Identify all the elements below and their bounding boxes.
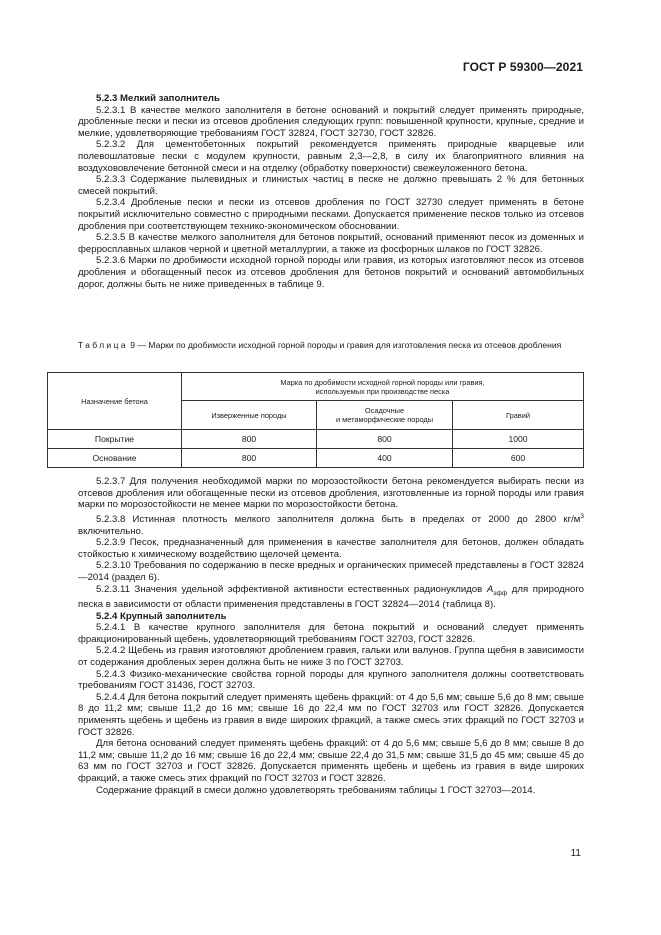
paragraph-text: для природного песка в зависимости от области применения представлены в ГОСТ 32824—2014 (таблица 8).: [78, 583, 584, 611]
superscript: 3: [580, 512, 584, 520]
paragraph: 5.2.3.6 Марки по дробимости исходной горной породы или гравия, из которых изготовляют песок из отсевов дробления и обогащенный песок из отсевов дробления для бетонов покрытий и оснований автомобильных дорог, должны быть не ниже приведенных в таблице 9.: [78, 255, 584, 290]
col-header-group-line1: Марка по дробимости исходной горной породы или гравия,: [280, 377, 485, 387]
paragraph-text: 5.2.3.11 Значения удельной эффективной активности естественных радионуклидов: [96, 583, 487, 595]
table-caption-text: 9 — Марки по дробимости исходной горной породы и гравия для изготовления песка из отсевов дробления: [130, 340, 562, 350]
paragraph: 5.2.3.7 Для получения необходимой марки по морозостойкости бетона рекомендуется выбирать пески из отсевов дробления или обогащенные пески из отсевов дробления, изготовленные из горной породы или гравия марки по морозостойкости не менее марки по морозостойкости бетона.: [78, 476, 584, 511]
paragraph: 5.2.3.5 В качестве мелкого заполнителя для бетонов покрытий, оснований применяют песок из доменных и ферросплавных шлаков черной и цветной металлургии, а также из фосфорных шлаков по ГОСТ 32826.: [78, 232, 584, 255]
col-header-group: [182, 373, 584, 401]
paragraph: Содержание фракций в смеси должно удовлетворять требованиям таблицы 1 ГОСТ 32703—2014.: [96, 784, 536, 796]
table-row: [48, 430, 584, 449]
col-header-sedimentary-line2: и метаморфические породы: [335, 415, 434, 424]
table-caption: [78, 340, 584, 351]
table-9: [47, 372, 584, 468]
paragraph: 5.2.4.2 Щебень из гравия изготовляют дроблением гравия, гальки или валунов. Группа щебня в зависимости от содержания дробленых зерен должна быть не ниже 3 по ГОСТ 32703.: [78, 645, 584, 668]
paragraph-text: 5.2.3.8 Истинная плотность мелкого заполнителя должна быть в пределах от 2000 до 2800 кг/м: [96, 513, 581, 525]
paragraph: 5.2.3.10 Требования по содержанию в песке вредных и органических примесей представлены в ГОСТ 32824—2014 (раздел 6).: [78, 560, 584, 583]
paragraph: 5.2.3.3 Содержание пылевидных и глинистых частиц в песке не должно превышать 2 % для бетонных смесей покрытий.: [78, 174, 584, 197]
cell-gravel: 1000: [453, 430, 584, 449]
cell-igneous: 800: [182, 430, 317, 449]
cell-sedimentary: 400: [317, 449, 453, 468]
cell-sedimentary: 800: [317, 430, 453, 449]
cell-igneous: 800: [182, 449, 317, 468]
paragraph: 5.2.4.3 Физико-механические свойства горной породы для крупного заполнителя должны соответствовать требованиям ГОСТ 31436, ГОСТ 32703.: [78, 668, 584, 692]
cell-purpose: Покрытие: [48, 430, 182, 449]
section-heading: 5.2.3 Мелкий заполнитель: [96, 93, 220, 104]
paragraph: [78, 584, 584, 611]
paragraph: 5.2.3.4 Дробленые пески и пески из отсевов дробления по ГОСТ 32730 следует применять в бетоне покрытий исключительно совместно с природными песками. Допускается применение песков только из отсевов дробления при соответствующем технико-экономическом обосновании.: [78, 197, 584, 232]
col-header-sedimentary-line1: Осадочные: [364, 406, 405, 415]
paragraph: 5.2.4.1 В качестве крупного заполнителя для бетона покрытий и оснований следует применять фракционированный щебень, удовлетворяющий требованиям ГОСТ 32703, ГОСТ 32826.: [78, 622, 584, 645]
section-5-2-3-continued: [78, 476, 584, 796]
col-header-gravel: Гравий: [453, 401, 584, 430]
col-header-group-line2: используемых при производстве песка: [315, 386, 450, 396]
paragraph: [78, 511, 584, 537]
table-caption-lead: Таблица: [78, 340, 128, 350]
document-code: ГОСТ Р 59300—2021: [462, 60, 583, 74]
paragraph: 5.2.3.1 В качестве мелкого заполнителя в бетоне оснований и покрытий следует применять природные, дробленные пески и пески из отсевов дробления следующих групп: повышенной крупности, крупные, средние и мелкие, удовлетворяющие требованиям ГОСТ 32824, ГОСТ 32730, ГОСТ 32826.: [78, 104, 584, 139]
col-header-purpose: Назначение бетона: [48, 373, 182, 430]
col-header-sedimentary: [317, 401, 453, 430]
paragraph: 5.2.4.4 Для бетона покрытий следует применять щебень фракций: от 4 до 5,6 мм; свыше 5,6 до 8 мм; свыше 8 до 11,2 мм; свыше 11,2 до 16 мм; свыше 16 до 22,4 мм по ГОСТ 32703 или ГОСТ 32826. Допускается применять щебень и щебень из гравия в виде широких фракций, а также смесь этих фракций по ГОСТ 32703 и ГОСТ 32826.: [78, 691, 584, 738]
symbol: A: [486, 583, 494, 595]
paragraph: Для бетона оснований следует применять щебень фракций: от 4 до 5,6 мм; свыше 5,6 до 8 мм; свыше 8 до 11,2 мм; свыше 11,2 до 16 мм; свыше 16 до 22,4 мм; свыше 22,4 до 31,5 мм; свыше 31,5 до 45 мм; свыше 45 до 63 мм по ГОСТ 32703 и ГОСТ 32826. Допускается применять щебень и щебень из гравия в виде широких фракций, а также смесь этих фракций по ГОСТ 32703 и ГОСТ 32826.: [78, 738, 584, 784]
section-heading: 5.2.4 Крупный заполнитель: [96, 610, 227, 622]
paragraph: 5.2.3.2 Для цементобетонных покрытий рекомендуется применять природные кварцевые или полевошлатовые пески с модулем крупности, равным 2,3—2,8, в силу их благоприятного влияния на воздухововлечение бетонной смеси и на отделку (обработку поверхности) свежеуложенного бетона.: [78, 139, 584, 174]
section-5-2-3: [78, 93, 584, 290]
page-number: 11: [570, 848, 581, 859]
col-header-igneous: Изверженные породы: [182, 401, 317, 430]
cell-purpose: Основание: [48, 449, 182, 468]
table-row: [48, 449, 584, 468]
paragraph: 5.2.3.9 Песок, предназначенный для применения в качестве заполнителя для бетонов, должен обладать стойкостью к химическому воздействию щелочей цемента.: [78, 537, 584, 560]
paragraph-text: включительно.: [78, 525, 144, 537]
subscript: эфф: [493, 589, 508, 597]
cell-gravel: 600: [453, 449, 584, 468]
